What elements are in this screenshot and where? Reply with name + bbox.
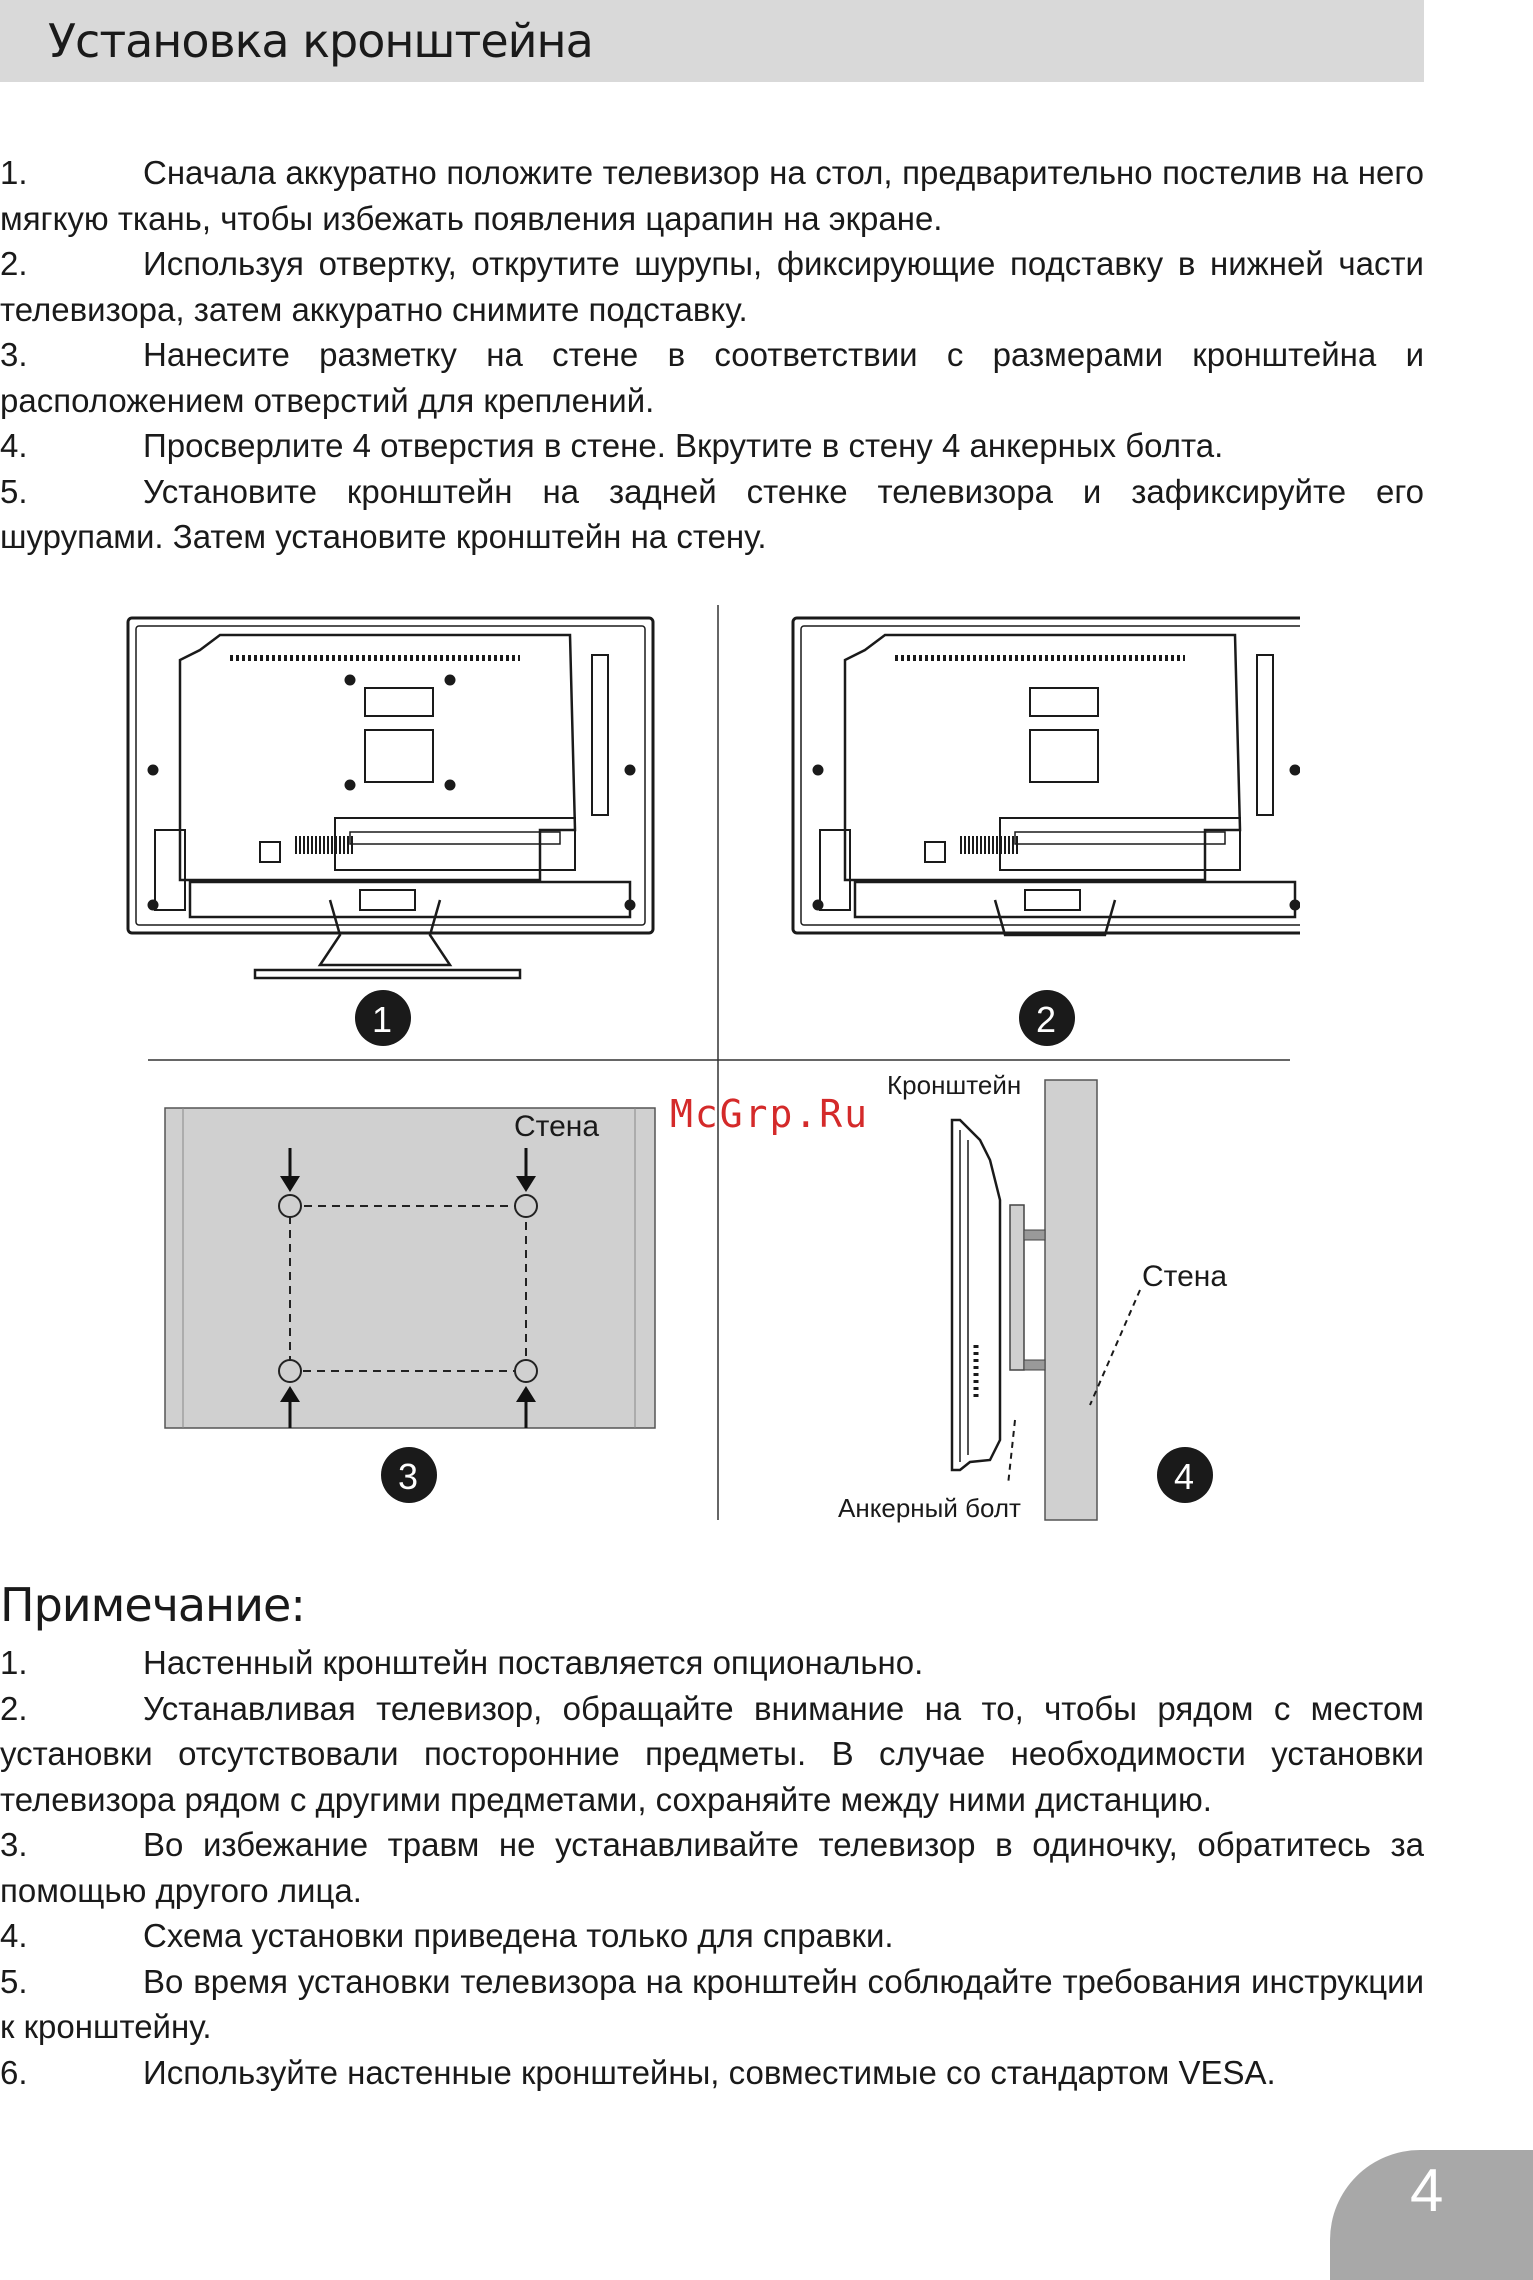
note-number: 2. xyxy=(0,1689,28,1727)
note-item xyxy=(0,1822,1424,1913)
note-text: Схема установки приведена только для справки. xyxy=(143,1917,894,1954)
step-item xyxy=(0,469,1424,560)
note-item xyxy=(0,1686,1424,1823)
note-item xyxy=(0,2050,1424,2096)
installation-figures xyxy=(120,600,1300,1530)
step-item xyxy=(0,150,1424,241)
step-number: 1. xyxy=(0,154,28,191)
note-item xyxy=(0,1959,1424,2050)
note-text: Настенный кронштейн поставляется опционально. xyxy=(143,1644,924,1681)
tv-back-without-stand-drawing xyxy=(793,618,1300,935)
notes-list xyxy=(0,1640,1424,2095)
wall-label-figure-3: Стена xyxy=(514,1110,600,1143)
note-text: Используйте настенные кронштейны, совместимые со стандартом VESA. xyxy=(143,2053,1276,2091)
badge-2-number: 2 xyxy=(1036,999,1057,1040)
note-number: 3. xyxy=(0,1826,28,1863)
bracket-label: Кронштейн xyxy=(887,1070,1022,1100)
step-number: 4. xyxy=(0,427,28,464)
note-text: Во время установки телевизора на кронштейн соблюдайте требования инструкции к кронштейну. xyxy=(0,1962,1424,2045)
note-text: Во избежание травм не устанавливайте телевизор в одиночку, обратитесь за помощью другого лица. xyxy=(0,1826,1424,1909)
badge-1-number: 1 xyxy=(372,999,393,1040)
badge-4-number: 4 xyxy=(1174,1456,1195,1497)
step-item xyxy=(0,332,1424,423)
page-number: 4 xyxy=(1410,2157,1444,2224)
figures-drawing xyxy=(120,600,1300,1530)
note-number: 5. xyxy=(0,1962,28,2000)
watermark-logo: McGrp.Ru xyxy=(670,1092,870,1136)
page-title: Установка кронштейна xyxy=(48,14,593,68)
note-number: 1. xyxy=(0,1644,28,1681)
step-text: Нанесите разметку на стене в соответствии с размерами кронштейна и расположением отверстий для креплений. xyxy=(0,336,1424,419)
note-item xyxy=(0,1640,1424,1686)
step-text: Сначала аккуратно положите телевизор на стол, предварительно постелив на него мягкую ткань, чтобы избежать появления царапин на экране. xyxy=(0,154,1424,237)
note-text: Устанавливая телевизор, обращайте внимание на то, чтобы рядом с местом установки отсутствовали посторонние предметы. В случае необходимости установки телевизора рядом с другими предметами, сохраняйте между ними дистанцию. xyxy=(0,1689,1424,1818)
note-item xyxy=(0,1913,1424,1959)
anchor-bolt-label: Анкерный болт xyxy=(838,1493,1021,1523)
notes-title: Примечание: xyxy=(0,1578,305,1632)
tv-back-with-stand-drawing xyxy=(128,618,653,978)
step-number: 3. xyxy=(0,336,28,373)
note-number: 4. xyxy=(0,1917,28,1954)
step-text: Используя отвертку, открутите шурупы, фиксирующие подставку в нижней части телевизора, затем аккуратно снимите подставку. xyxy=(0,245,1424,328)
wall-marking-drawing xyxy=(165,1108,655,1428)
step-text: Просверлите 4 отверстия в стене. Вкрутите в стену 4 анкерных болта. xyxy=(143,427,1224,464)
note-number: 6. xyxy=(0,2053,28,2091)
wall-label-figure-4: Стена xyxy=(1142,1260,1228,1293)
step-number: 2. xyxy=(0,245,28,282)
step-item xyxy=(0,241,1424,332)
steps-list xyxy=(0,150,1424,560)
badge-3-number: 3 xyxy=(398,1456,419,1497)
step-number: 5. xyxy=(0,472,28,510)
step-item xyxy=(0,423,1424,469)
side-view-mount-drawing xyxy=(952,1080,1140,1520)
step-text: Установите кронштейн на задней стенке телевизора и зафиксируйте его шурупами. Затем установите кронштейн на стену. xyxy=(0,472,1424,555)
